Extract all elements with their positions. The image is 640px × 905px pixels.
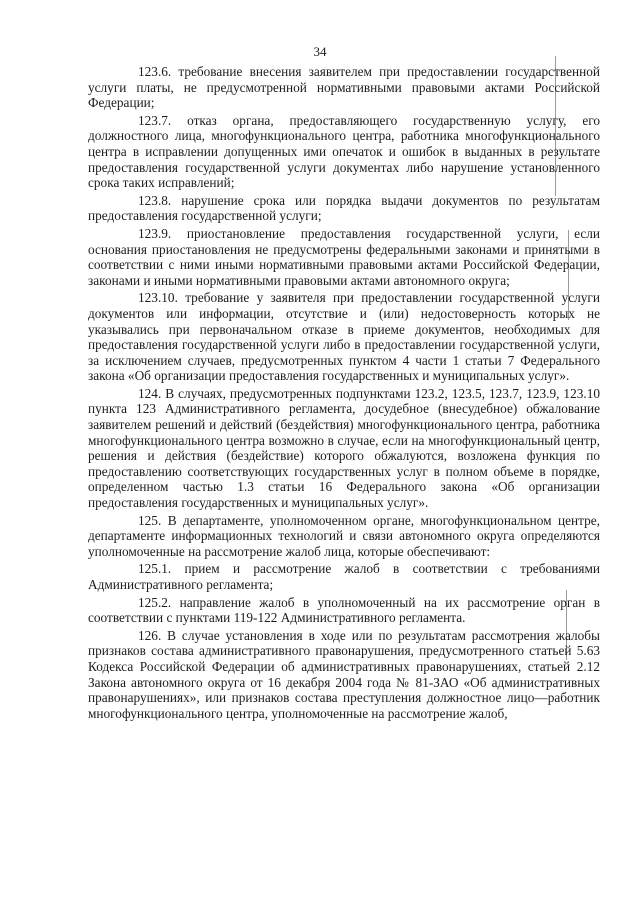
paragraph-123-8: 123.8. нарушение срока или порядка выдачи документов по результатам предоставления государственной услуги; — [88, 192, 600, 224]
paragraph-123-9: 123.9. приостановление предоставления государственной услуги, если основания приостановления не предусмотрены федеральными законами и принятыми в соответствии с ними иными нормативными правовыми актами Российской Федерации, законами и иными нормативными правовыми актами автономного округа; — [88, 225, 600, 288]
paragraph-125: 125. В департаменте, уполномоченном органе, многофункциональном центре, департаменте информационных технологий и связи автономного округа определяются уполномоченные на рассмотрение жалоб лица, которые обеспечивают: — [88, 512, 600, 559]
paragraph-123-10: 123.10. требование у заявителя при предоставлении государственной услуги документов или информации, отсутствие и (или) недостоверность которых не указывались при первоначальном отказе в приеме документов, необходимых для предоставления государственной услуги либо в предоставлении государственной услуги, за исключением случаев, предусмотренных пунктом 4 части 1 статьи 7 Федерального закона «Об организации предоставления государственных и муниципальных услуг». — [88, 290, 600, 384]
paragraph-124: 124. В случаях, предусмотренных подпунктами 123.2, 123.5, 123.7, 123.9, 123.10 пункта 123 Административного регламента, досудебное (внесудебное) обжалование заявителем решений и действий (бездействия) многофункционального центра, работника многофункционального центра возможно в случае, если на многофункциональный центр, решения и действия (бездействие) которого обжалуются, возложена функция по предоставлению соответствующих государственных услуг в полном объеме в порядке, определенном частью 1.3 статьи 16 Федерального закона «Об организации предоставления государственных и муниципальных услуг». — [88, 385, 600, 511]
document-body — [88, 64, 600, 723]
paragraph-125-1: 125.1. прием и рассмотрение жалоб в соответствии с требованиями Административного регламента; — [88, 561, 600, 592]
paragraph-125-2: 125.2. направление жалоб в уполномоченный на их рассмотрение орган в соответствии с пунктами 119-122 Административного регламента. — [88, 594, 600, 626]
paragraph-123-7: 123.7. отказ органа, предоставляющего государственную услугу, его должностного лица, многофункционального центра, работника многофункционального центра в исправлении допущенных ими опечаток и ошибок в выданных в результате предоставления государственной услуги документах либо нарушение установленного срока таких исправлений; — [88, 112, 600, 191]
page-number: 34 — [313, 44, 327, 59]
paragraph-126: 126. В случае установления в ходе или по результатам рассмотрения жалобы признаков состава административного правонарушения, предусмотренного статьей 5.63 Кодекса Российской Федерации об административных правонарушениях, статьей 2.12 Закона автономного округа от 16 декабря 2004 года № 81-ЗАО «Об административных правонарушениях», или признаков состава преступления должностное лицо—работник многофункционального центра, уполномоченные на рассмотрение жалоб, — [88, 627, 600, 721]
paragraph-123-6: 123.6. требование внесения заявителем при предоставлении государственной услуги платы, не предусмотренной нормативными правовыми актами Российской Федерации; — [88, 64, 600, 111]
